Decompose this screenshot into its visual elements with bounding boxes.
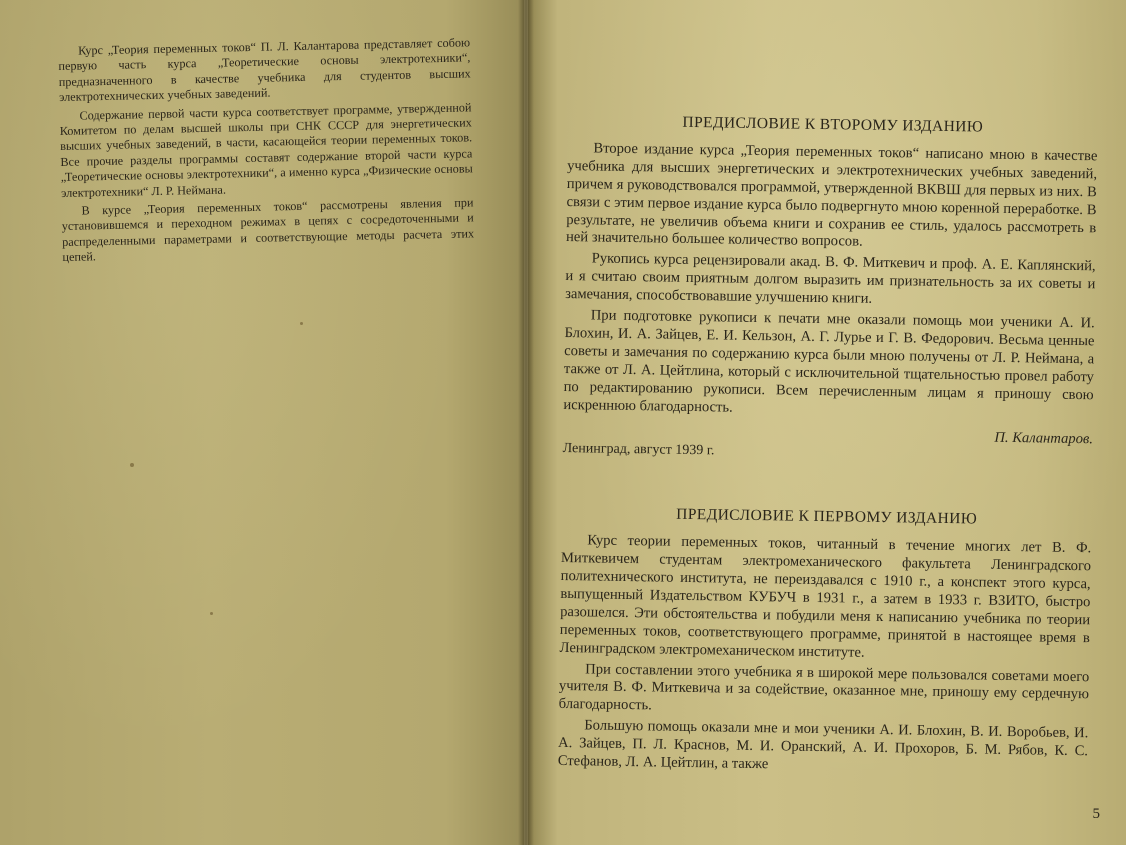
left-paragraph: В курсе „Теория переменных токов“ рассмотрены явления при установившемся и переходном режимах в цепях с сосредоточенными и распределенными параметрами и соответствующие методы расчета этих цепей. [61, 195, 475, 265]
author-signature: П. Калантаров. [994, 429, 1094, 447]
paper-spot [210, 612, 213, 615]
left-paragraph: Курс „Теория переменных токов“ П. Л. Калантарова представляет собою первую часть курса „Теоретические основы электротехники“, предназначенного в качестве учебника для студентов высших электротехнических учебных заведений. [58, 35, 471, 105]
left-page [0, 0, 524, 845]
page-number: 5 [1092, 806, 1100, 822]
paper-spot [130, 463, 134, 467]
right-page-text [558, 112, 1098, 782]
second-edition-paragraph: Второе издание курса „Теория переменных токов“ написано мною в качестве учебника для высших энергетических и электротехнических учебных заведений, причем я руководствовался программой, утвержденной ВКВШ для первых из них. В связи с этим первое издание курса было подвергнуто мною коренной переработке. В результате, не увеличив объема книги и сохранив ее стиль, удалось рассмотреть в ней значительно большее количество вопросов. [565, 140, 1098, 251]
book-gutter [518, 0, 534, 845]
first-edition-heading: ПРЕДИСЛОВИЕ К ПЕРВОМУ ИЗДАНИЮ [676, 506, 978, 528]
left-paragraph: Содержание первой части курса соответствует программе, утвержденной Комитетом по делам высшей школы при СНК СССР для энергетических высших учебных заведений, в части, касающейся теории переменных токов. Все прочие разделы программы составят содержание второй части курса „Теоретические основы электротехники“, а именно курса „Физические основы электротехники“ Л. Р. Неймана. [59, 99, 473, 200]
second-edition-heading: ПРЕДИСЛОВИЕ К ВТОРОМУ ИЗДАНИЮ [682, 113, 984, 136]
place-date: Ленинград, август 1939 г. [562, 441, 715, 459]
left-page-text [58, 35, 475, 268]
paper-spot [300, 322, 303, 325]
right-page [528, 0, 1126, 845]
second-edition-paragraph: Рукопись курса рецензировали акад. В. Ф. Миткевич и проф. А. Е. Каплянский, и я считаю своим приятным долгом выразить им признательность за их советы и замечания, способствовавшие улучшению книги. [565, 250, 1096, 307]
first-edition-paragraph: При составлении этого учебника я в широкой мере пользовался советами моего учителя В. Ф. Миткевича и за содействие, оказанное мне, приношу ему сердечную благодарность. [558, 660, 1090, 714]
first-edition-paragraph: Большую помощь оказали мне и мои ученики А. И. Блохин, В. И. Воробьев, И. А. Зайцев, П. Л. Краснов, М. И. Оранский, А. И. Прохоров, Б. М. Рябов, К. С. Стефанов, Л. А. Цейтлин, а также [557, 717, 1089, 773]
second-edition-paragraph: При подготовке рукописи к печати мне оказали помощь мои ученики А. И. Блохин, И. А. Зайцев, Е. И. Кельзон, А. Г. Лурье и Г. В. Федорович. Весьма ценные советы и замечания по содержанию курса были мною получены от Л. Р. Неймана, а также от Л. А. Цейтлина, который с исключительной тщательностью провел работу по редактированию рукописи. Всем перечисленным лицам я приношу свою искреннюю благодарность. [563, 307, 1095, 416]
first-edition-paragraph: Курс теории переменных токов, читанный в течение многих лет В. Ф. Миткевичем студентам электромеханического факультета Ленинградского политехнического института, не переиздавался с 1910 г., а конспект этого курса, выпущенный Издательством КУБУЧ в 1931 г., а затем в 1933 г. ВЗИТО, быстро разошелся. Эти обстоятельства и побудили меня к написанию учебника по теории переменных токов, соответствующего программе, принятой в настоящее время в Ленинградском электромеханическом институте. [559, 532, 1092, 661]
